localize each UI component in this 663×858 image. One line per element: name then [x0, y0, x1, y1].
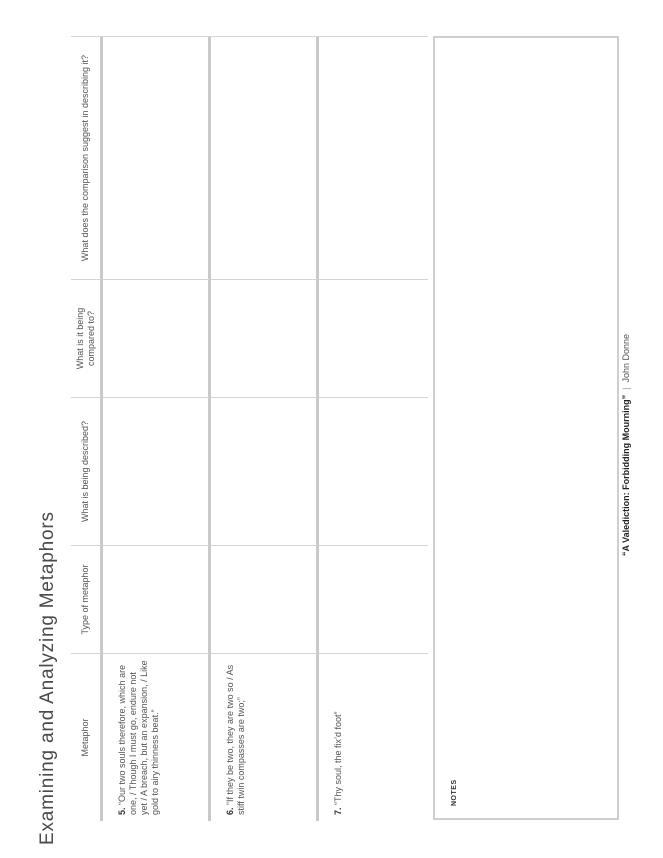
- metaphor-cell-7: [319, 654, 428, 821]
- answer-cell[interactable]: [103, 546, 211, 654]
- notes-box[interactable]: [433, 36, 619, 820]
- poem-title: “A Valediction: Forbidding Mourning”: [621, 394, 631, 556]
- metaphor-table: [71, 36, 428, 821]
- notes-label: NOTES: [451, 779, 458, 806]
- answer-cell[interactable]: [319, 546, 428, 654]
- answer-cell[interactable]: [211, 37, 319, 280]
- header-compared: What is it being compared to?: [71, 280, 103, 398]
- answer-cell[interactable]: [103, 398, 211, 546]
- footer-separator: |: [621, 387, 631, 390]
- answer-cell[interactable]: [103, 280, 211, 398]
- header-described: What is being described?: [71, 398, 103, 546]
- row-number: 6.: [225, 807, 235, 815]
- answer-cell[interactable]: [319, 398, 428, 546]
- answer-cell[interactable]: [319, 37, 428, 280]
- header-suggest: What does the comparison suggest in describing it?: [71, 37, 103, 280]
- answer-cell[interactable]: [211, 398, 319, 546]
- header-metaphor: Metaphor: [71, 654, 103, 821]
- answer-cell[interactable]: [211, 546, 319, 654]
- page-title: Examining and Analyzing Metaphors: [37, 511, 58, 845]
- answer-cell[interactable]: [103, 37, 211, 280]
- metaphor-text: “Our two souls therefore, which are one, / Though I must go, endure not yet / A breach, but an expansion, / Like gold to airy thinness beat.”: [117, 660, 160, 815]
- metaphor-cell-6: [211, 654, 319, 821]
- footer-credit: [621, 334, 631, 556]
- metaphor-text: “Thy soul, the fix’d foot”: [333, 711, 343, 808]
- answer-cell[interactable]: [211, 280, 319, 398]
- metaphor-cell-5: [103, 654, 211, 821]
- poem-author: John Donne: [621, 333, 631, 383]
- header-type: Type of metaphor: [71, 546, 103, 654]
- metaphor-text: “If they be two, they are two so / As stiff twin compasses are two;”: [225, 664, 246, 815]
- answer-cell[interactable]: [319, 280, 428, 398]
- row-number: 5.: [117, 807, 127, 815]
- row-number: 7.: [333, 807, 343, 815]
